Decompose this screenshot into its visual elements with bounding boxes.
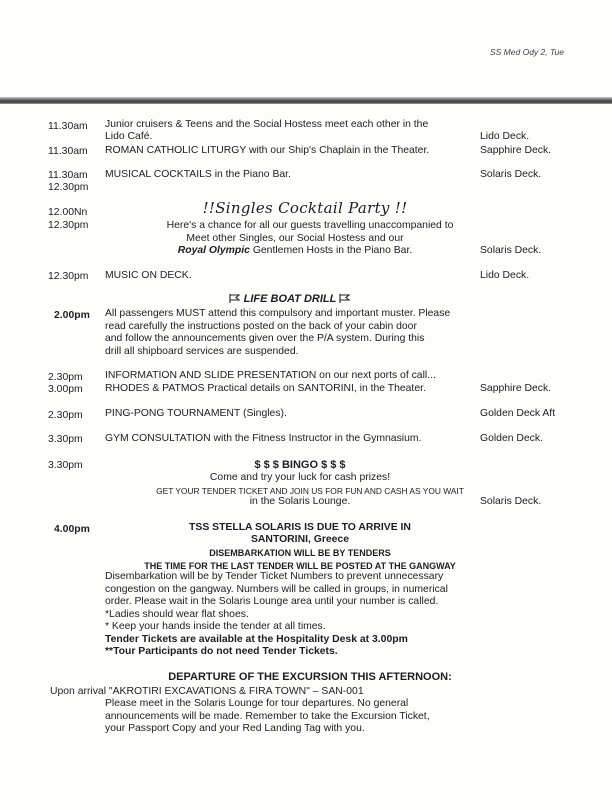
event-description: Meet other Singles, our Social Hostess and our	[186, 233, 404, 244]
event-time: 2.30pm	[48, 410, 83, 421]
event-description: Lido Café.	[105, 131, 153, 142]
event-description: and follow the announcements given over the P/A system. During this	[105, 333, 425, 344]
event-description: drill all shipboard services are suspended.	[105, 346, 299, 357]
flag-icon	[339, 294, 351, 303]
event-description: MUSIC ON DECK.	[105, 270, 192, 281]
event-time: 11.30am	[48, 146, 88, 157]
singles-party-title: !!Singles Cocktail Party !!	[202, 199, 408, 217]
event-description: GYM CONSULTATION with the Fitness Instructor in the Gymnasium.	[105, 433, 422, 444]
event-location: Lido Deck.	[480, 131, 530, 142]
event-description: *Ladies should wear flat shoes.	[105, 609, 249, 620]
event-description: Royal Olympic Gentlemen Hosts in the Piano Bar.	[177, 245, 413, 256]
event-time: 4.00pm	[54, 524, 90, 535]
event-location: Solaris Deck.	[480, 245, 542, 256]
event-location: Golden Deck.	[480, 433, 543, 444]
event-time: 11.30am	[48, 170, 88, 181]
event-description: Junior cruisers & Teens and the Social Hostess meet each other in the	[105, 119, 429, 130]
event-location: Golden Deck Aft	[480, 408, 556, 419]
arrival-heading: TSS STELLA SOLARIS IS DUE TO ARRIVE IN	[189, 522, 411, 533]
life-boat-drill-heading: LIFE BOAT DRILL	[180, 293, 400, 305]
arrival-heading: SANTORINI, Greece	[251, 534, 349, 545]
event-time: 12.30pm	[48, 220, 89, 231]
event-description: ROMAN CATHOLIC LITURGY with our Ship's Chaplain in the Theater.	[105, 145, 430, 156]
excursion-description: Please meet in the Solaris Lounge for tour departures. No general	[105, 698, 409, 709]
page-reference: SS Med Ody 2, Tue	[489, 47, 564, 57]
bingo-heading: $ $ $ BINGO $ $ $	[254, 459, 346, 471]
excursion-description: announcements will be made. Remember to take the Excursion Ticket,	[105, 711, 430, 722]
event-time: 3.30pm	[48, 460, 83, 471]
event-description: in the Solaris Lounge.	[249, 496, 351, 507]
event-description: Disembarkation will be by Tender Ticket Numbers to prevent unnecessary	[105, 571, 444, 582]
header-rule	[0, 97, 612, 104]
excursion-heading: DEPARTURE OF THE EXCURSION THIS AFTERNOON:	[168, 671, 452, 683]
event-description: PING-PONG TOURNAMENT (Singles).	[105, 408, 287, 419]
event-description: read carefully the instructions posted on the back of your cabin door	[105, 321, 417, 332]
flag-icon	[229, 294, 241, 303]
event-time: 12.00Nn	[48, 207, 88, 218]
event-location: Solaris Deck.	[480, 496, 542, 507]
event-location: Sapphire Deck.	[480, 145, 552, 156]
arrival-subheading: THE TIME FOR THE LAST TENDER WILL BE POSTED AT THE GANGWAY	[144, 561, 456, 571]
event-time: 12.30pm	[48, 271, 89, 282]
event-description: Here's a chance for all our guests travelling unaccompanied to	[166, 220, 454, 231]
event-description: RHODES & PATMOS Practical details on SANTORINI, in the Theater.	[105, 383, 426, 394]
event-description: Tender Tickets are available at the Hospitality Desk at 3.00pm	[105, 634, 408, 645]
event-description: INFORMATION AND SLIDE PRESENTATION on our next ports of call...	[105, 370, 436, 381]
event-location: Lido Deck.	[480, 270, 530, 281]
event-time: 11.30am	[48, 121, 88, 132]
excursion-description: Upon arrival "AKROTIRI EXCAVATIONS & FIRA TOWN" – SAN-001	[50, 686, 364, 697]
event-time: 12.30pm	[48, 182, 89, 193]
event-description: All passengers MUST attend this compulsory and important muster. Please	[105, 308, 451, 319]
event-description: GET YOUR TENDER TICKET AND JOIN US FOR FUN AND CASH AS YOU WAIT	[156, 486, 464, 496]
arrival-subheading: DISEMBARKATION WILL BE BY TENDERS	[209, 548, 391, 558]
event-time: 2.00pm	[54, 310, 90, 321]
event-time: 3.00pm	[48, 384, 83, 395]
event-description: congestion on the gangway. Numbers will be called in groups, in numerical	[105, 584, 448, 595]
event-location: Solaris Deck.	[480, 169, 542, 180]
event-location: Sapphire Deck.	[480, 383, 552, 394]
event-time: 2.30pm	[48, 372, 83, 383]
excursion-description: your Passport Copy and your Red Landing Tag with you.	[105, 723, 365, 734]
event-description: order. Please wait in the Solaris Lounge area until your number is called.	[105, 596, 439, 607]
event-description: MUSICAL COCKTAILS in the Piano Bar.	[105, 169, 291, 180]
event-description: Come and try your luck for cash prizes!	[209, 472, 391, 483]
event-time: 3.30pm	[48, 434, 83, 445]
event-description: **Tour Participants do not need Tender Tickets.	[105, 646, 338, 657]
event-description: * Keep your hands inside the tender at all times.	[105, 621, 326, 632]
